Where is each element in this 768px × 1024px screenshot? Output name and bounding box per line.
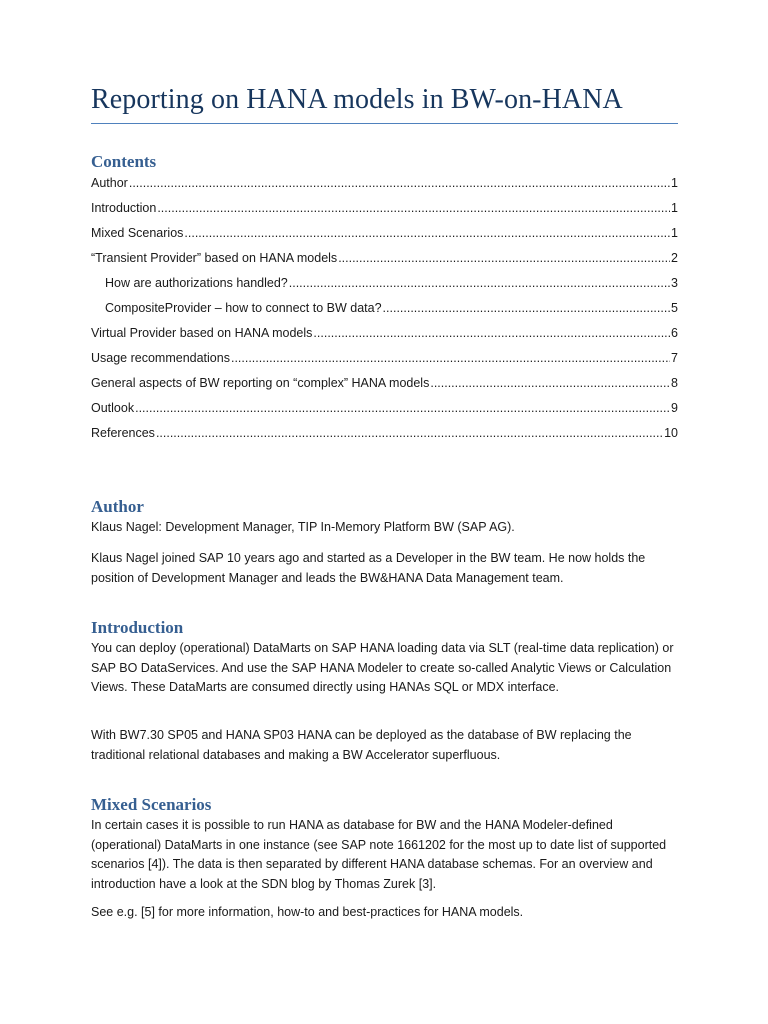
contents-heading: Contents [91,152,157,171]
toc-page-number: 8 [671,376,678,390]
toc-entry-compositeprovider[interactable] [91,300,678,325]
toc-leader-dots [231,350,670,366]
mixed-scenarios-paragraph: See e.g. [5] for more information, how-to and best-practices for HANA models. [91,905,524,919]
toc-entry-label: Mixed Scenarios [91,226,184,240]
toc-leader-dots [313,325,670,341]
toc-entry-author[interactable] [91,175,678,200]
toc-leader-dots [383,300,671,316]
toc-leader-dots [430,375,670,391]
toc-entry-usage-recommendations[interactable] [91,350,678,375]
toc-page-number: 5 [671,301,678,315]
toc-entry-virtual-provider[interactable] [91,325,678,350]
toc-leader-dots [135,400,670,416]
toc-page-number: 10 [664,426,678,440]
author-paragraph: Klaus Nagel: Development Manager, TIP In-Memory Platform BW (SAP AG). [91,520,515,534]
toc-entry-label: Outlook [91,401,135,415]
toc-entry-label: Introduction [91,201,157,215]
toc-entry-label: General aspects of BW reporting on “complex” HANA models [91,376,430,390]
toc-entry-label: How are authorizations handled? [105,276,288,290]
toc-leader-dots [156,425,663,441]
author-heading: Author [91,497,144,516]
toc-entry-mixed-scenarios[interactable] [91,225,678,250]
toc-entry-label: Author [91,176,128,190]
mixed-scenarios-heading: Mixed Scenarios [91,795,212,814]
toc-page-number: 1 [671,226,678,240]
toc-page-number: 1 [671,176,678,190]
toc-entry-label: “Transient Provider” based on HANA models [91,251,338,265]
toc-entry-label: Usage recommendations [91,351,230,365]
toc-leader-dots [289,275,670,291]
title-underline [91,123,678,124]
toc-entry-transient-provider[interactable] [91,250,678,275]
toc-entry-outlook[interactable] [91,400,678,425]
toc-leader-dots [338,250,670,266]
toc-entry-authorizations[interactable] [91,275,678,300]
author-paragraph: Klaus Nagel joined SAP 10 years ago and started as a Developer in the BW team. He now holds the position of Development Manager and leads the BW&HANA Data Management team. [91,551,646,585]
toc-page-number: 1 [671,201,678,215]
toc-entry-label: References [91,426,155,440]
document-title: Reporting on HANA models in BW-on-HANA [91,84,623,115]
toc-entry-label: Virtual Provider based on HANA models [91,326,313,340]
introduction-heading: Introduction [91,618,184,637]
toc-leader-dots [129,175,670,191]
toc-leader-dots [184,225,670,241]
toc-page-number: 7 [671,351,678,365]
toc-leader-dots [157,200,670,216]
toc-entry-references[interactable] [91,425,678,450]
toc-entry-introduction[interactable] [91,200,678,225]
introduction-paragraph: With BW7.30 SP05 and HANA SP03 HANA can be deployed as the database of BW replacing the traditional relational databases and making a BW Accelerator superfluous. [91,728,632,762]
toc-page-number: 2 [671,251,678,265]
toc-page-number: 3 [671,276,678,290]
mixed-scenarios-paragraph: In certain cases it is possible to run HANA as database for BW and the HANA Modeler-defined (operational) DataMarts in one instance (see SAP note 1661202 for the most up to date list of supported scenarios [4]). The data is then separated by different HANA database schemas. For an overview and introduction have a look at the SDN blog by Thomas Zurek [3]. [91,818,667,891]
table-of-contents [91,175,678,450]
toc-entry-general-aspects[interactable] [91,375,678,400]
toc-entry-label: CompositeProvider – how to connect to BW data? [105,301,382,315]
introduction-paragraph: You can deploy (operational) DataMarts on SAP HANA loading data via SLT (real-time data replication) or SAP BO DataServices. And use the SAP HANA Modeler to create so-called Analytic Views or Calculation Views. These DataMarts are consumed directly using HANAs SQL or MDX interface. [91,641,674,694]
toc-page-number: 6 [671,326,678,340]
toc-page-number: 9 [671,401,678,415]
